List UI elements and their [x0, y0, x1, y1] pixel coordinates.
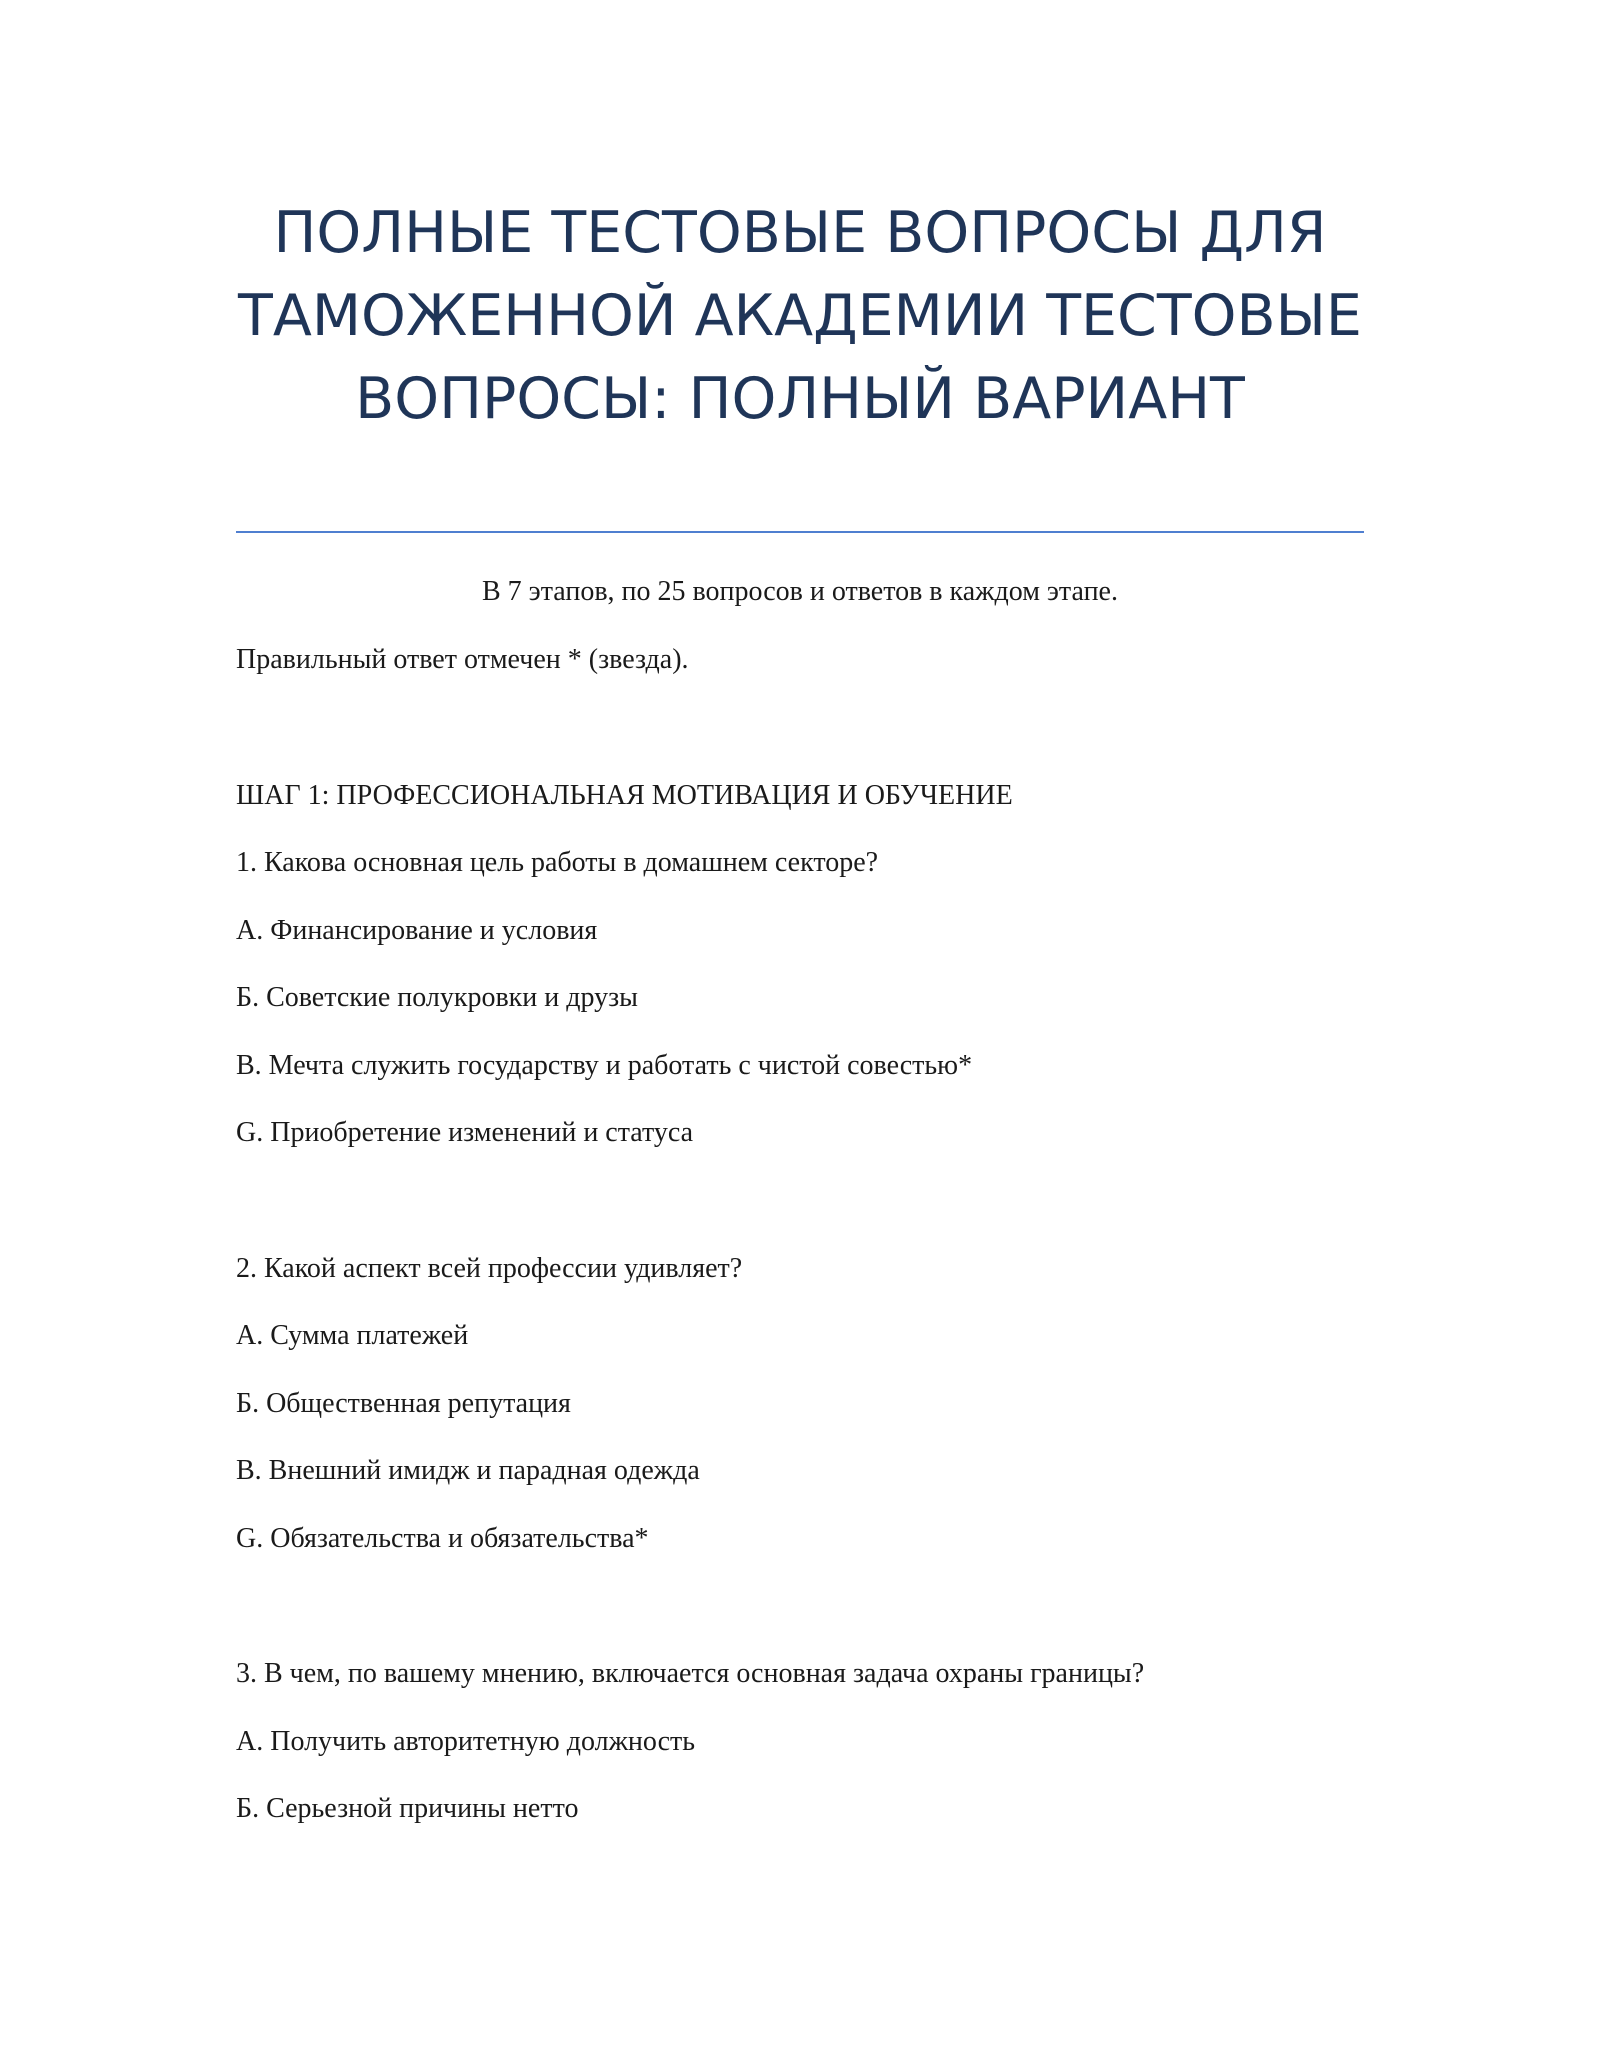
intro-text: В 7 этапов, по 25 вопросов и ответов в каждом этапе. [482, 576, 1118, 607]
question-1: 1. Какова основная цель работы в домашнем секторе? [236, 847, 879, 878]
title-divider [236, 531, 1364, 533]
question-2: 2. Какой аспект всей профессии удивляет? [236, 1253, 743, 1284]
answer-note: Правильный ответ отмечен * (звезда). [236, 644, 689, 675]
question-2-option-c: В. Внешний имидж и парадная одежда [236, 1455, 700, 1486]
document-title: ПОЛНЫЕ ТЕСТОВЫЕ ВОПРОСЫ ДЛЯ ТАМОЖЕННОЙ АКАДЕМИИ ТЕСТОВЫЕ ВОПРОСЫ: ПОЛНЫЙ ВАРИАНТ [238, 200, 1362, 432]
question-3: 3. В чем, по вашему мнению, включается основная задача охраны границы? [236, 1658, 1145, 1689]
question-2-option-a: А. Сумма платежей [236, 1320, 469, 1351]
question-3-option-b: Б. Серьезной причины нетто [236, 1793, 579, 1824]
question-1-option-d: G. Приобретение изменений и статуса [236, 1117, 694, 1148]
question-2-option-b: Б. Общественная репутация [236, 1388, 571, 1419]
question-2-option-d: G. Обязательства и обязательства* [236, 1523, 649, 1554]
question-1-option-b: Б. Советские полукровки и друзы [236, 982, 638, 1013]
question-1-option-c: В. Мечта служить государству и работать с чистой совестью* [236, 1050, 973, 1081]
question-3-option-a: А. Получить авторитетную должность [236, 1726, 696, 1757]
section-heading: ШАГ 1: ПРОФЕССИОНАЛЬНАЯ МОТИВАЦИЯ И ОБУЧЕНИЕ [236, 780, 1013, 811]
question-1-option-a: А. Финансирование и условия [236, 915, 598, 946]
